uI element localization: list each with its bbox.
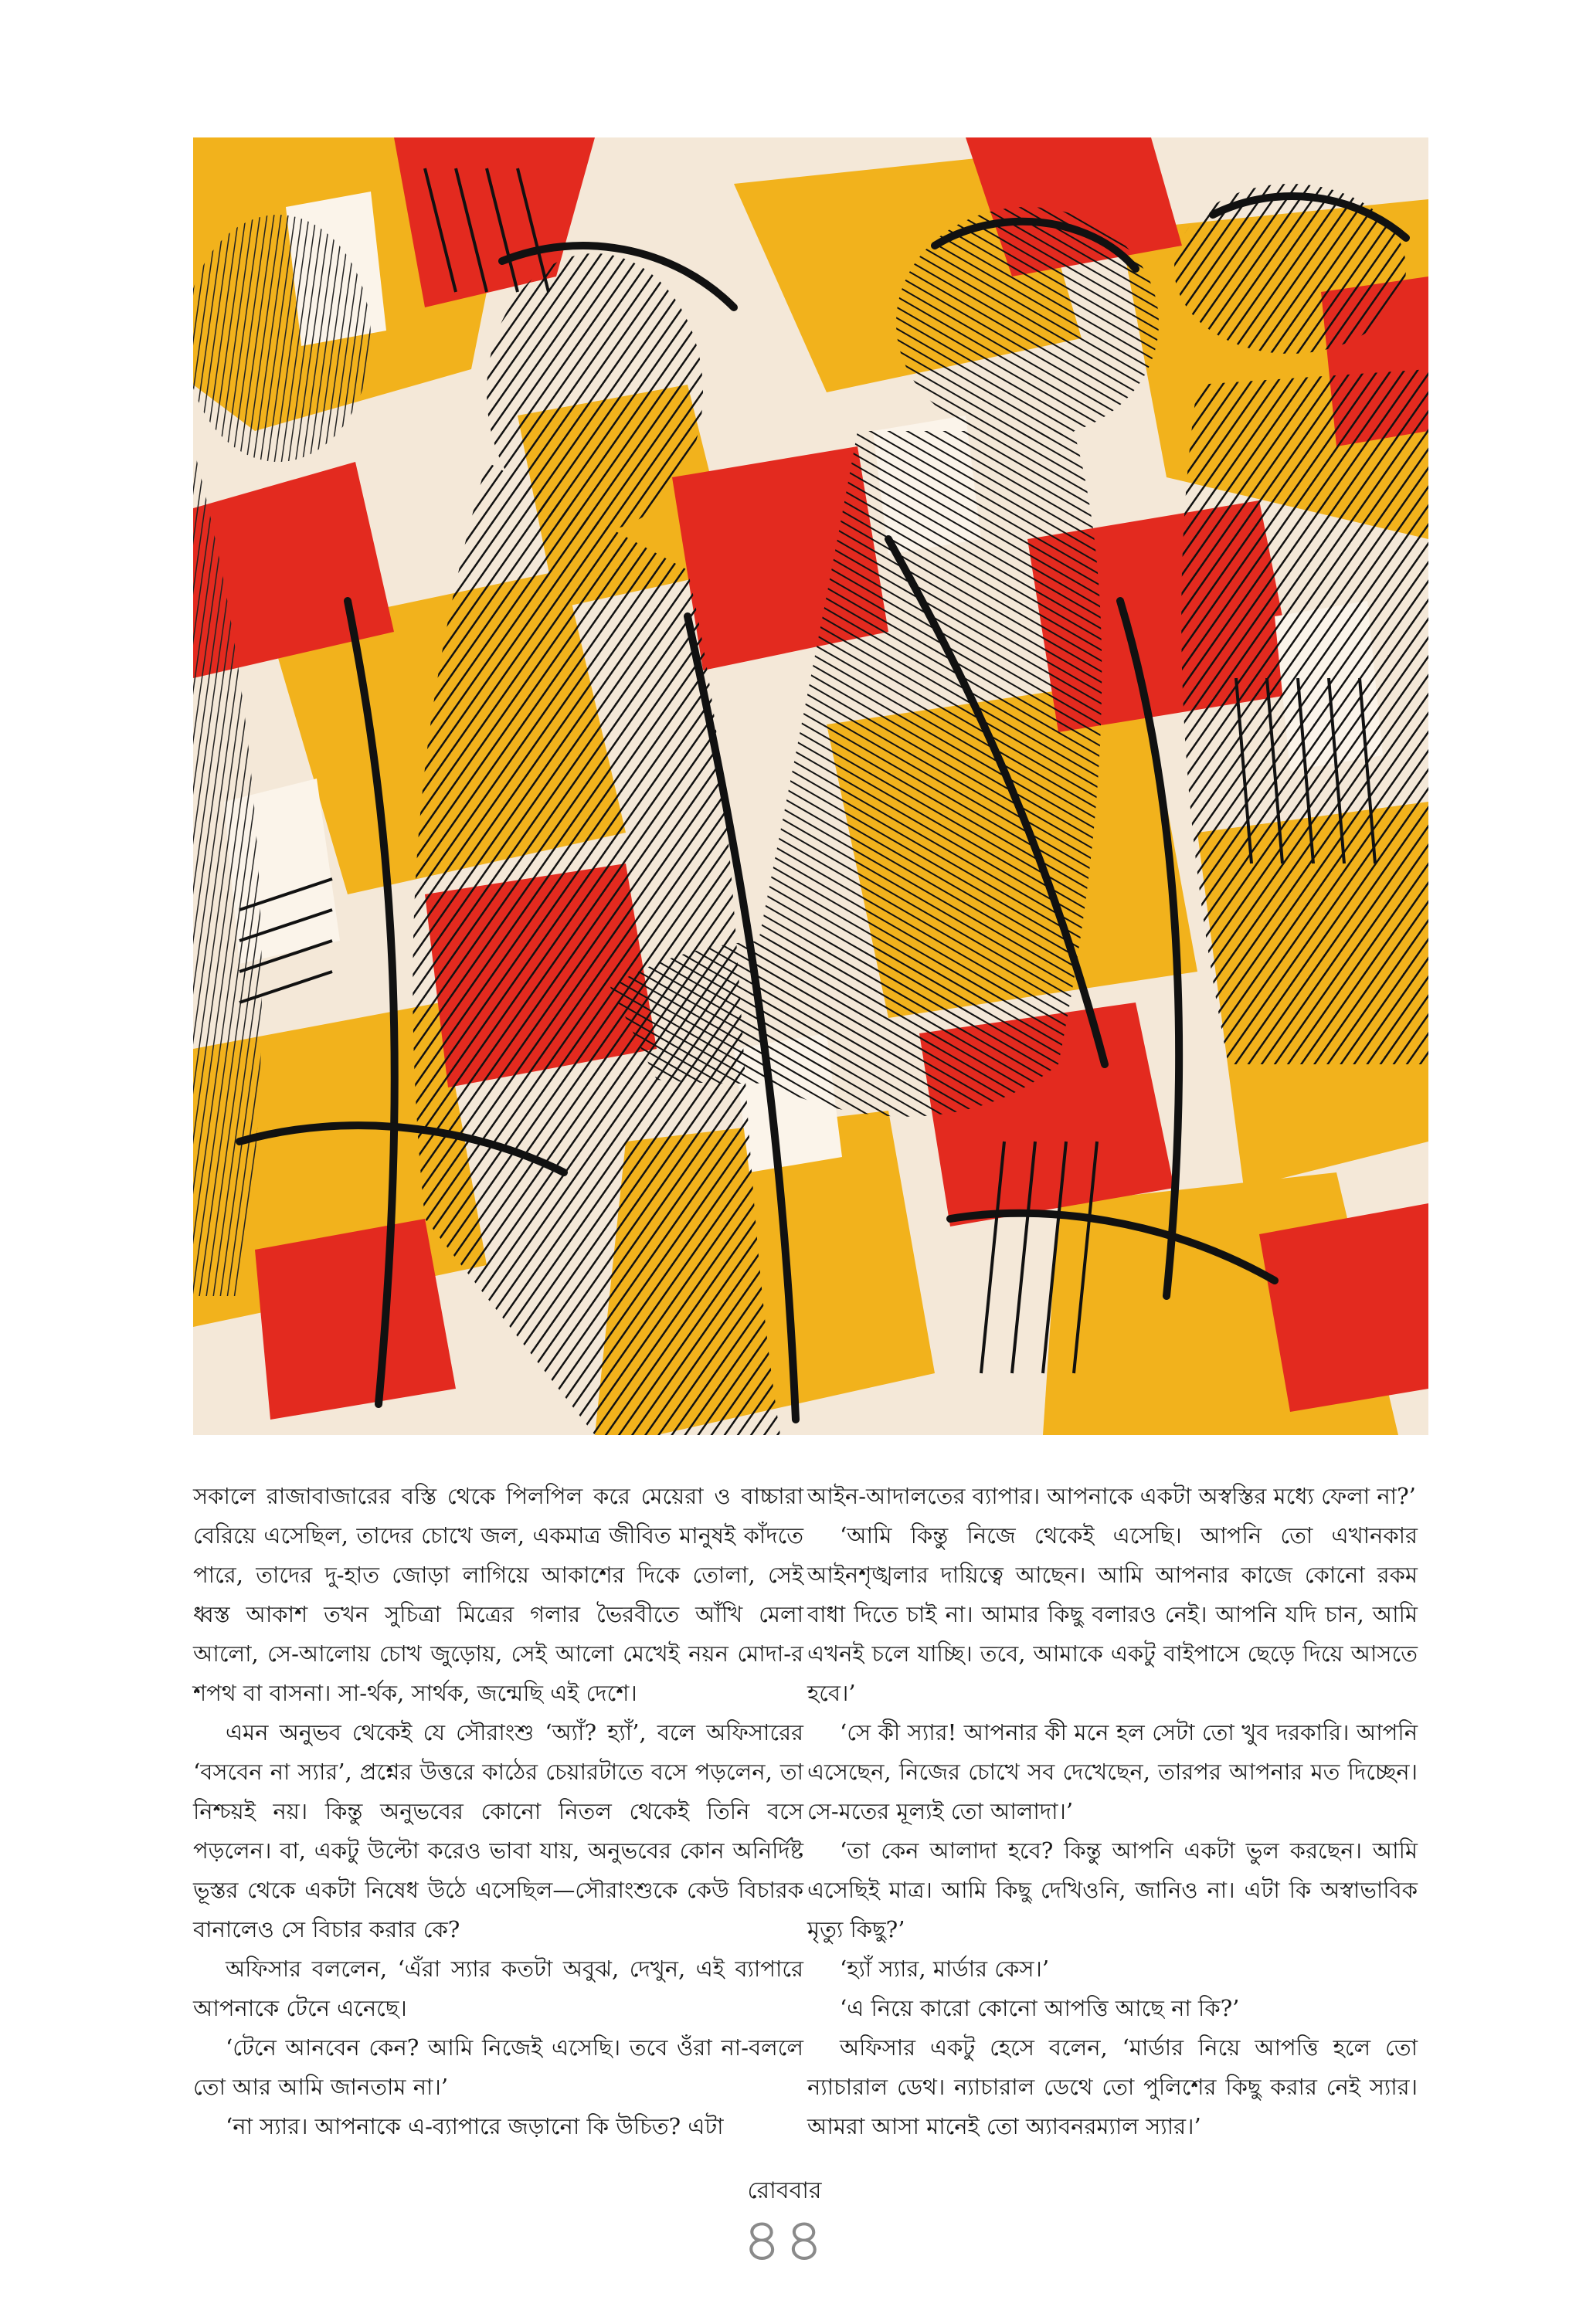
- magazine-name: রোববার: [747, 2177, 822, 2204]
- page-number: ৪৪: [742, 2206, 827, 2275]
- paragraph: সকালে রাজাবাজারের বস্তি থেকে পিলপিল করে মেয়েরা ও বাচ্চারা বেরিয়ে এসেছিল, তাদের চোখে জল, একমাত্র জীবিত মানুষই কাঁদতে পারে, তাদের দু-হাত জোড়া লাগিয়ে আকাশের দিকে তোলা, সেই ধ্বস্ত আকাশ তখন সুচিত্রা মিত্রের গলার ভৈরবীতে আঁখি মেলা আলো, সে-আলোয় চোখ জুড়োয়, সেই আলো মেখেই নয়ন মোদা-র শপথ বা বাসনা। সা-র্থক, সার্থক, জন্মেছি এই দেশে।: [193, 1483, 803, 1706]
- paragraph: ‘হ্যাঁ স্যার, মার্ডার কেস।’: [840, 1956, 1050, 1982]
- paragraph: অফিসার একটু হেসে বলেন, ‘মার্ডার নিয়ে আপত্তি হলে তো ন্যাচারাল ডেথ। ন্যাচারাল ডেথে তো পুলিশের কিছু করার নেই স্যার। আমরা আসা মানেই তো অ্যাবনরম্যাল স্যার।’: [807, 2034, 1418, 2139]
- paragraph: ‘না স্যার। আপনাকে এ-ব্যাপারে জড়ানো কি উচিত? এটা: [226, 2113, 724, 2139]
- illustration-artwork: [193, 137, 1428, 1435]
- paragraph: ‘টেনে আনবেন কেন? আমি নিজেই এসেছি। তবে ওঁরা না-বললে তো আর আমি জানতাম না।’: [193, 2034, 803, 2100]
- paragraph: ‘এ নিয়ে কারো কোনো আপত্তি আছে না কি?’: [840, 1995, 1240, 2021]
- paragraph: এমন অনুভব থেকেই যে সৌরাংশু ‘অ্যাঁ? হ্যাঁ’, বলে অফিসারের ‘বসবেন না স্যার’, প্রশ্নের উত্তরে কাঠের চেয়ারটাতে বসে পড়লেন, তা নিশ্চয়ই নয়। কিন্তু অনুভবের কোনো নিতল থেকেই তিনি বসে পড়লেন। বা, একটু উল্টো করেও ভাবা যায়, অনুভবের কোন অনির্দিষ্ট ভূস্তর থেকে একটা নিষেধ উঠে এসেছিল—সৌরাংশুকে কেউ বিচারক বানালেও সে বিচার করার কে?: [193, 1719, 803, 1942]
- story-illustration: [193, 137, 1428, 1435]
- paragraph: অফিসার বললেন, ‘এঁরা স্যার কতটা অবুঝ, দেখুন, এই ব্যাপারে আপনাকে টেনে এনেছে।: [193, 1956, 803, 2021]
- paragraph: ‘সে কী স্যার! আপনার কী মনে হল সেটা তো খুব দরকারি। আপনি এসেছেন, নিজের চোখে সব দেখেছেন, তারপর আপনার মত দিচ্ছেন। সে-মতের মূল্যই তো আলাদা।’: [807, 1719, 1418, 1824]
- paragraph: ‘তা কেন আলাদা হবে? কিন্তু আপনি একটা ভুল করছেন। আমি এসেছিই মাত্র। আমি কিছু দেখিওনি, জানিও না। এটা কি অস্বাভাবিক মৃত্যু কিছু?’: [807, 1837, 1418, 1942]
- left-text-column: [193, 1477, 803, 2146]
- paragraph: আইন-আদালতের ব্যাপার। আপনাকে একটা অস্বস্তির মধ্যে ফেলা না?’: [807, 1483, 1416, 1509]
- right-text-column: [807, 1477, 1418, 2146]
- paragraph: ‘আমি কিন্তু নিজে থেকেই এসেছি। আপনি তো এখানকার আইনশৃঙ্খলার দায়িত্বে আছেন। আমি আপনার কাজে কোনো রকম বাধা দিতে চাই না। আমার কিছু বলারও নেই। আপনি যদি চান, আমি এখনই চলে যাচ্ছি। তবে, আমাকে একটু বাইপাসে ছেড়ে দিয়ে আসতে হবে।’: [807, 1522, 1418, 1706]
